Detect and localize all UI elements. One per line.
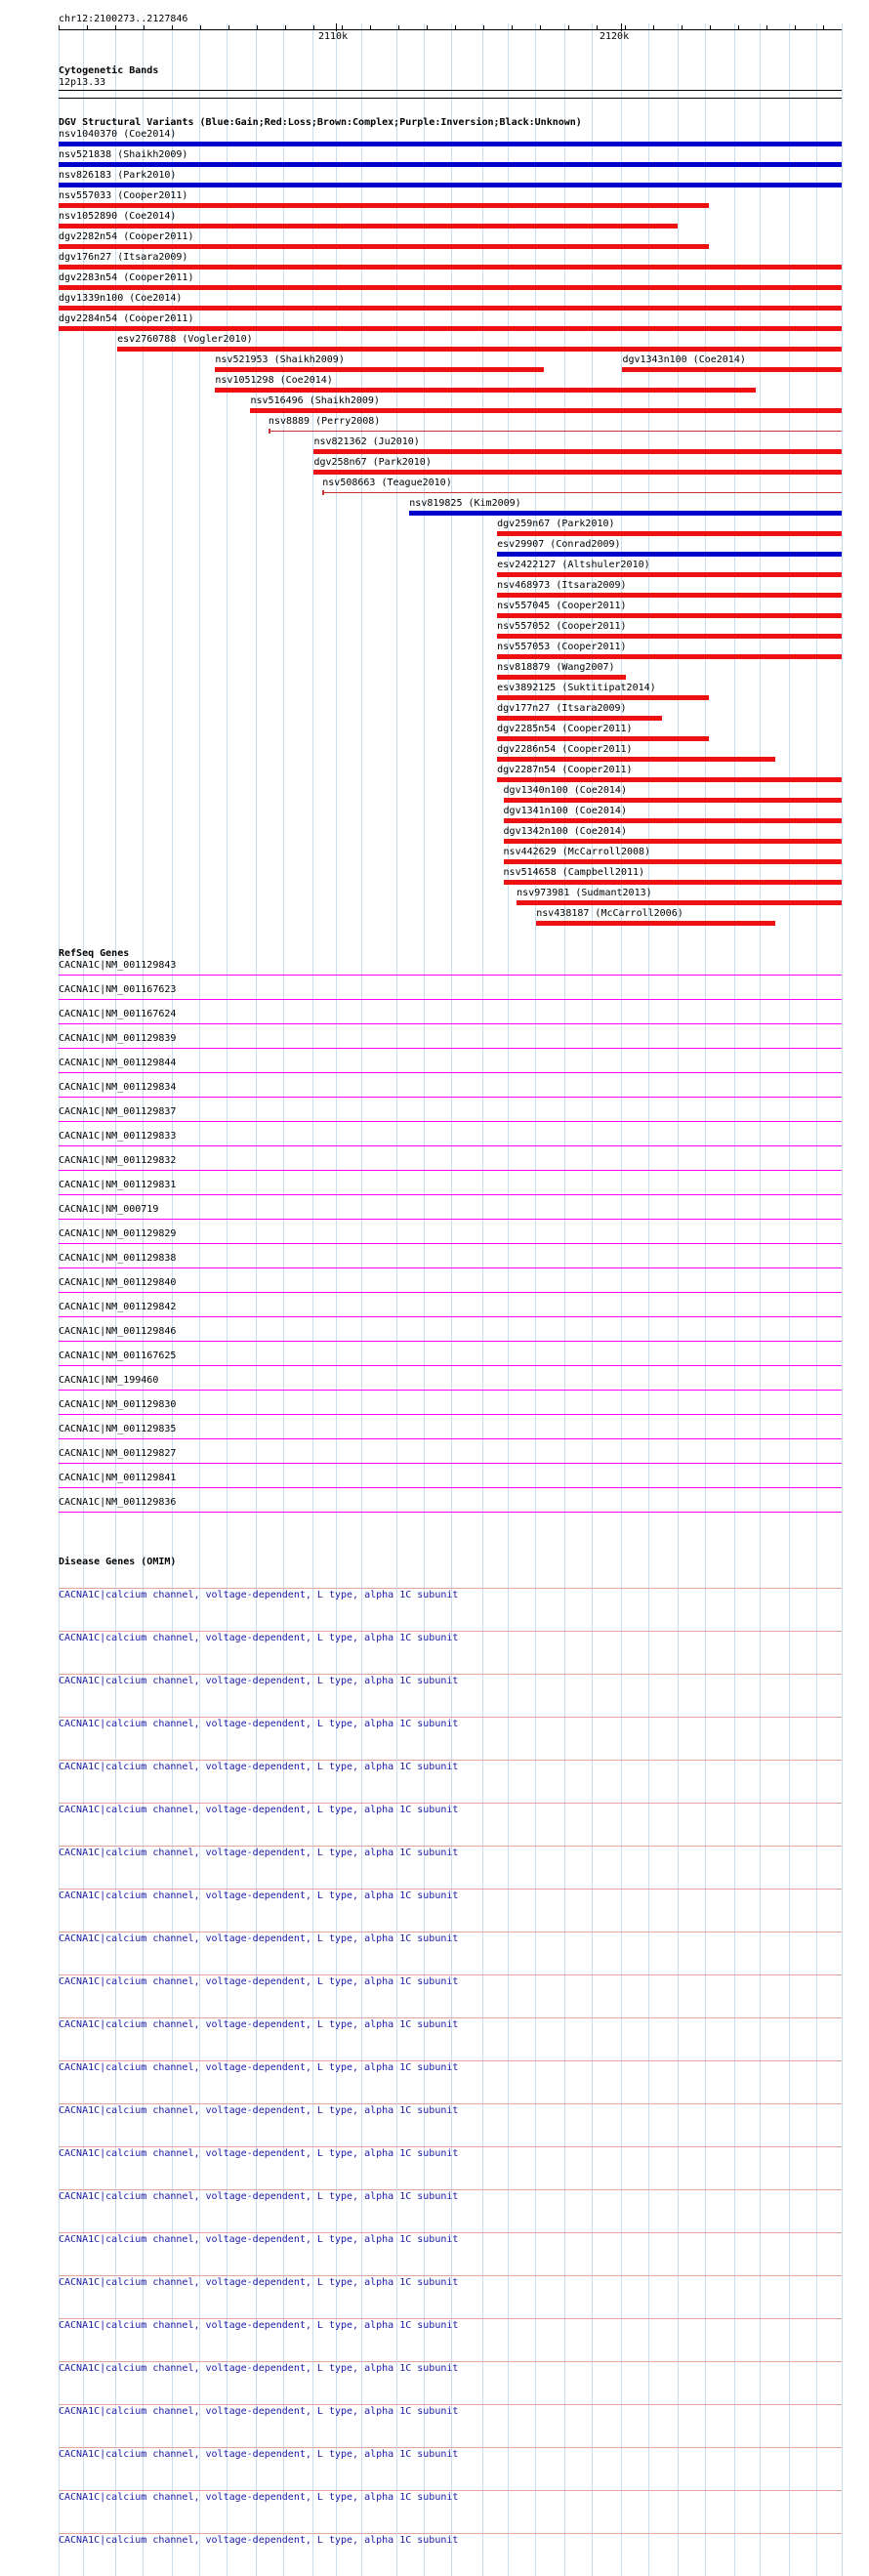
dgv-variant-bar[interactable] [504, 839, 842, 844]
omim-gene-label[interactable]: CACNA1C|calcium channel, voltage-dependent, L type, alpha 1C subunit [59, 2320, 459, 2331]
refseq-gene-label[interactable]: CACNA1C|NM_001129838 [59, 1253, 177, 1264]
omim-gene-line[interactable] [59, 1846, 842, 1847]
dgv-variant-bar[interactable] [504, 880, 842, 885]
omim-gene-label[interactable]: CACNA1C|calcium channel, voltage-dependent, L type, alpha 1C subunit [59, 2234, 459, 2245]
omim-gene-line[interactable] [59, 2060, 842, 2061]
omim-gene-label[interactable]: CACNA1C|calcium channel, voltage-dependent, L type, alpha 1C subunit [59, 1762, 459, 1772]
refseq-gene-line[interactable] [59, 1414, 842, 1415]
grid-line [816, 23, 817, 2576]
dgv-variant-bar[interactable] [497, 552, 842, 557]
refseq-gene-label[interactable]: CACNA1C|NM_001129829 [59, 1228, 177, 1239]
dgv-variant-bar[interactable] [59, 306, 842, 311]
dgv-variant-label[interactable]: nsv438187 (McCarroll2006) [536, 908, 683, 919]
ruler-tick [483, 25, 484, 30]
refseq-gene-line[interactable] [59, 1170, 842, 1171]
grid-line [760, 23, 761, 2576]
dgv-variant-label[interactable]: esv2760788 (Vogler2010) [117, 334, 253, 345]
dgv-variant-bar[interactable] [504, 798, 842, 803]
refseq-gene-line[interactable] [59, 1121, 842, 1122]
dgv-variant-label[interactable]: esv29907 (Conrad2009) [497, 539, 621, 550]
grid-line [705, 23, 706, 2576]
dgv-variant-bar[interactable] [59, 183, 842, 187]
omim-gene-label[interactable]: CACNA1C|calcium channel, voltage-dependent, L type, alpha 1C subunit [59, 2449, 459, 2460]
refseq-gene-label[interactable]: CACNA1C|NM_001129832 [59, 1155, 177, 1166]
refseq-gene-label[interactable]: CACNA1C|NM_199460 [59, 1375, 159, 1386]
ruler-tick [257, 25, 258, 30]
dgv-variant-bar[interactable] [59, 285, 842, 290]
dgv-variant-label[interactable]: nsv516496 (Shaikh2009) [250, 395, 380, 406]
dgv-variant-bar[interactable] [250, 408, 842, 413]
ruler-tick [172, 25, 173, 30]
ruler-tick [144, 25, 145, 30]
omim-gene-line[interactable] [59, 2232, 842, 2233]
grid-line [621, 23, 622, 2576]
refseq-gene-label[interactable]: CACNA1C|NM_001129827 [59, 1448, 177, 1459]
omim-gene-line[interactable] [59, 2361, 842, 2362]
refseq-gene-line[interactable] [59, 1072, 842, 1073]
refseq-gene-label[interactable]: CACNA1C|NM_001129834 [59, 1082, 177, 1093]
refseq-gene-line[interactable] [59, 975, 842, 976]
cytogenetic-band-line-bottom [59, 98, 842, 99]
ruler-tick [682, 25, 683, 30]
refseq-gene-line[interactable] [59, 1390, 842, 1391]
dgv-variant-label[interactable]: nsv1051298 (Coe2014) [215, 375, 333, 386]
refseq-gene-line[interactable] [59, 1048, 842, 1049]
refseq-gene-label[interactable]: CACNA1C|NM_001129840 [59, 1277, 177, 1288]
refseq-gene-label[interactable]: CACNA1C|NM_001167623 [59, 984, 177, 995]
ruler-tick [455, 25, 456, 30]
ruler-tick [228, 25, 229, 30]
dgv-variant-bar[interactable] [59, 224, 678, 229]
dgv-variant-bar[interactable] [59, 203, 709, 208]
refseq-gene-line[interactable] [59, 1023, 842, 1024]
dgv-variant-bar[interactable] [59, 142, 842, 146]
refseq-gene-line[interactable] [59, 1463, 842, 1464]
refseq-gene-line[interactable] [59, 1292, 842, 1293]
dgv-variant-bar[interactable] [409, 511, 842, 516]
dgv-variant-bar[interactable] [215, 367, 544, 372]
grid-line [842, 23, 843, 2576]
dgv-variant-label[interactable]: nsv557045 (Cooper2011) [497, 601, 627, 611]
omim-gene-line[interactable] [59, 1717, 842, 1718]
ruler-tick-label-2120k: 2120k [600, 31, 630, 42]
dgv-variant-bar[interactable] [536, 921, 775, 926]
refseq-gene-line[interactable] [59, 1194, 842, 1195]
dgv-variant-label[interactable]: nsv521838 (Shaikh2009) [59, 149, 188, 160]
omim-gene-label[interactable]: CACNA1C|calcium channel, voltage-dependent, L type, alpha 1C subunit [59, 2277, 459, 2288]
omim-gene-line[interactable] [59, 1631, 842, 1632]
dgv-variant-label[interactable]: nsv826183 (Park2010) [59, 170, 177, 181]
cytogenetic-band-line-top [59, 90, 842, 91]
dgv-variant-label[interactable]: nsv557052 (Cooper2011) [497, 621, 627, 632]
dgv-variant-label[interactable]: nsv821362 (Ju2010) [313, 436, 420, 447]
ruler-tick [313, 25, 314, 30]
ruler-tick [285, 25, 286, 30]
refseq-gene-label[interactable]: CACNA1C|NM_001129830 [59, 1399, 177, 1410]
dgv-variant-bar[interactable] [497, 675, 626, 680]
dgv-variant-bar[interactable] [504, 818, 842, 823]
dgv-variant-bar[interactable] [497, 572, 842, 577]
refseq-gene-line[interactable] [59, 1267, 842, 1268]
grid-line [592, 23, 593, 2576]
dgv-variant-bar[interactable] [59, 326, 842, 331]
dgv-variant-label[interactable]: nsv521953 (Shaikh2009) [215, 354, 345, 365]
dgv-variant-label[interactable]: dgv2287n54 (Cooper2011) [497, 765, 633, 775]
grid-line [508, 23, 509, 2576]
omim-gene-line[interactable] [59, 2189, 842, 2190]
refseq-gene-label[interactable]: CACNA1C|NM_001129831 [59, 1180, 177, 1190]
dgv-variant-label[interactable]: dgv1340n100 (Coe2014) [503, 785, 627, 796]
dgv-variant-label[interactable]: dgv1339n100 (Coe2014) [59, 293, 183, 304]
refseq-gene-label[interactable]: CACNA1C|NM_001129836 [59, 1497, 177, 1508]
ruler-tick [115, 25, 116, 30]
omim-gene-label[interactable]: CACNA1C|calcium channel, voltage-dependent, L type, alpha 1C subunit [59, 1976, 459, 1987]
dgv-variant-label[interactable]: nsv557033 (Cooper2011) [59, 190, 188, 201]
omim-title: Disease Genes (OMIM) [59, 1557, 177, 1567]
dgv-variant-label[interactable]: esv2422127 (Altshuler2010) [497, 560, 650, 570]
omim-gene-line[interactable] [59, 2490, 842, 2491]
refseq-gene-label[interactable]: CACNA1C|NM_001129833 [59, 1131, 177, 1142]
refseq-gene-line[interactable] [59, 1219, 842, 1220]
refseq-gene-label[interactable]: CACNA1C|NM_001129837 [59, 1106, 177, 1117]
ruler-tick [738, 25, 739, 30]
omim-gene-label[interactable]: CACNA1C|calcium channel, voltage-dependent, L type, alpha 1C subunit [59, 2535, 459, 2546]
dgv-variant-label[interactable]: dgv2282n54 (Cooper2011) [59, 231, 194, 242]
dgv-variant-label[interactable]: nsv514658 (Campbell2011) [503, 867, 645, 878]
refseq-gene-line[interactable] [59, 1145, 842, 1146]
omim-gene-label[interactable]: CACNA1C|calcium channel, voltage-dependent, L type, alpha 1C subunit [59, 1890, 459, 1901]
omim-gene-line[interactable] [59, 2103, 842, 2104]
refseq-gene-line[interactable] [59, 1365, 842, 1366]
ruler-tick [625, 25, 626, 30]
omim-gene-line[interactable] [59, 2404, 842, 2405]
omim-gene-label[interactable]: CACNA1C|calcium channel, voltage-dependent, L type, alpha 1C subunit [59, 2492, 459, 2503]
dgv-variant-label[interactable]: dgv2286n54 (Cooper2011) [497, 744, 633, 755]
dgv-variant-label[interactable]: nsv508663 (Teague2010) [322, 478, 452, 488]
dgv-variant-bar[interactable] [497, 777, 842, 782]
cytogenetic-band-label: 12p13.33 [59, 77, 106, 88]
dgv-variant-label[interactable]: nsv1040370 (Coe2014) [59, 129, 177, 140]
dgv-variant-bar[interactable] [497, 593, 842, 598]
refseq-gene-line[interactable] [59, 999, 842, 1000]
dgv-variant-label[interactable]: nsv973981 (Sudmant2013) [517, 888, 652, 898]
dgv-variant-label[interactable]: nsv819825 (Kim2009) [409, 498, 521, 509]
dgv-variant-bar[interactable] [59, 265, 842, 270]
refseq-gene-label[interactable]: CACNA1C|NM_001167624 [59, 1009, 177, 1019]
ruler-tick [540, 25, 541, 30]
dgv-variant-bar[interactable] [269, 431, 842, 432]
dgv-variant-label[interactable]: dgv177n27 (Itsara2009) [497, 703, 627, 714]
omim-gene-label[interactable]: CACNA1C|calcium channel, voltage-dependent, L type, alpha 1C subunit [59, 2191, 459, 2202]
refseq-gene-line[interactable] [59, 1097, 842, 1098]
omim-gene-label[interactable]: CACNA1C|calcium channel, voltage-dependent, L type, alpha 1C subunit [59, 1719, 459, 1729]
omim-gene-line[interactable] [59, 2275, 842, 2276]
grid-line [789, 23, 790, 2576]
refseq-gene-line[interactable] [59, 1243, 842, 1244]
ruler-tick [87, 25, 88, 30]
omim-gene-line[interactable] [59, 2447, 842, 2448]
dgv-variant-label[interactable]: nsv442629 (McCarroll2008) [503, 847, 651, 857]
dgv-variant-label[interactable]: dgv259n67 (Park2010) [497, 519, 615, 529]
ruler-tick [512, 25, 513, 30]
dgv-variant-label[interactable]: dgv1342n100 (Coe2014) [503, 826, 627, 837]
dgv-variant-bar[interactable] [322, 492, 842, 493]
dgv-title: DGV Structural Variants (Blue:Gain;Red:Loss;Brown:Complex;Purple:Inversion;Black:Unknown) [59, 117, 582, 128]
dgv-variant-label[interactable]: nsv818879 (Wang2007) [497, 662, 615, 673]
dgv-variant-label[interactable]: nsv468973 (Itsara2009) [497, 580, 627, 591]
dgv-variant-label[interactable]: dgv1343n100 (Coe2014) [622, 354, 746, 365]
dgv-variant-label[interactable]: dgv1341n100 (Coe2014) [503, 806, 627, 816]
dgv-variant-bar[interactable] [497, 716, 661, 721]
dgv-variant-bar[interactable] [497, 736, 709, 741]
dgv-variant-bar[interactable] [497, 654, 842, 659]
omim-gene-line[interactable] [59, 2146, 842, 2147]
dgv-variant-label[interactable]: dgv258n67 (Park2010) [313, 457, 432, 468]
omim-gene-label[interactable]: CACNA1C|calcium channel, voltage-dependent, L type, alpha 1C subunit [59, 2105, 459, 2116]
ruler-tick [823, 25, 824, 30]
omim-gene-label[interactable]: CACNA1C|calcium channel, voltage-dependent, L type, alpha 1C subunit [59, 1805, 459, 1815]
omim-gene-line[interactable] [59, 1674, 842, 1675]
refseq-gene-label[interactable]: CACNA1C|NM_001129841 [59, 1473, 177, 1483]
omim-gene-label[interactable]: CACNA1C|calcium channel, voltage-dependent, L type, alpha 1C subunit [59, 1676, 459, 1686]
ruler-tick [427, 25, 428, 30]
refseq-gene-line[interactable] [59, 1438, 842, 1439]
omim-gene-label[interactable]: CACNA1C|calcium channel, voltage-dependent, L type, alpha 1C subunit [59, 2406, 459, 2417]
refseq-gene-line[interactable] [59, 1341, 842, 1342]
position-label: chr12:2100273..2127846 [59, 14, 188, 24]
dgv-variant-label[interactable]: dgv176n27 (Itsara2009) [59, 252, 188, 263]
ruler-major-tick [621, 23, 622, 31]
omim-gene-label[interactable]: CACNA1C|calcium channel, voltage-dependent, L type, alpha 1C subunit [59, 1590, 459, 1600]
dgv-variant-label[interactable]: esv3892125 (Suktitipat2014) [497, 683, 656, 693]
dgv-variant-bar[interactable] [517, 900, 842, 905]
ruler-tick [342, 25, 343, 30]
grid-line [535, 23, 536, 2576]
omim-gene-label[interactable]: CACNA1C|calcium channel, voltage-dependent, L type, alpha 1C subunit [59, 1848, 459, 1858]
omim-gene-line[interactable] [59, 1803, 842, 1804]
refseq-gene-line[interactable] [59, 1487, 842, 1488]
dgv-variant-bar[interactable] [497, 757, 775, 762]
grid-line [482, 23, 483, 2576]
ruler-tick [766, 25, 767, 30]
omim-gene-label[interactable]: CACNA1C|calcium channel, voltage-dependent, L type, alpha 1C subunit [59, 1633, 459, 1643]
refseq-gene-line[interactable] [59, 1512, 842, 1513]
dgv-variant-bar[interactable] [59, 162, 842, 167]
omim-gene-line[interactable] [59, 1588, 842, 1589]
grid-line [678, 23, 679, 2576]
ruler-tick [370, 25, 371, 30]
dgv-variant-label[interactable]: dgv2283n54 (Cooper2011) [59, 272, 194, 283]
ruler-tick-label-2110k: 2110k [318, 31, 349, 42]
ruler-tick [568, 25, 569, 30]
grid-line [564, 23, 565, 2576]
ruler-tick [710, 25, 711, 30]
omim-gene-line[interactable] [59, 2533, 842, 2534]
omim-gene-label[interactable]: CACNA1C|calcium channel, voltage-dependent, L type, alpha 1C subunit [59, 2363, 459, 2374]
dgv-variant-bar[interactable] [622, 367, 842, 372]
omim-gene-line[interactable] [59, 2017, 842, 2018]
ruler-tick [59, 25, 60, 30]
refseq-gene-label[interactable]: CACNA1C|NM_001129843 [59, 960, 177, 971]
dgv-variant-label[interactable]: dgv2285n54 (Cooper2011) [497, 724, 633, 734]
omim-gene-line[interactable] [59, 1889, 842, 1890]
ruler-major-tick [336, 23, 337, 31]
refseq-gene-line[interactable] [59, 1316, 842, 1317]
dgv-variant-bar[interactable] [313, 470, 842, 475]
ruler-tick [597, 25, 598, 30]
ruler-tick [653, 25, 654, 30]
ruler-tick [795, 25, 796, 30]
omim-gene-label[interactable]: CACNA1C|calcium channel, voltage-dependent, L type, alpha 1C subunit [59, 2019, 459, 2030]
dgv-variant-bar[interactable] [497, 531, 842, 536]
refseq-gene-label[interactable]: CACNA1C|NM_001129846 [59, 1326, 177, 1337]
omim-gene-line[interactable] [59, 2318, 842, 2319]
dgv-variant-label[interactable]: nsv1052890 (Coe2014) [59, 211, 177, 222]
omim-gene-label[interactable]: CACNA1C|calcium channel, voltage-dependent, L type, alpha 1C subunit [59, 2148, 459, 2159]
dgv-variant-bar[interactable] [497, 634, 842, 639]
refseq-gene-label[interactable]: CACNA1C|NM_001129844 [59, 1058, 177, 1068]
refseq-title: RefSeq Genes [59, 948, 130, 959]
refseq-gene-label[interactable]: CACNA1C|NM_000719 [59, 1204, 159, 1215]
refseq-gene-label[interactable]: CACNA1C|NM_001129839 [59, 1033, 177, 1044]
cytogenetic-title: Cytogenetic Bands [59, 65, 159, 76]
omim-gene-line[interactable] [59, 1974, 842, 1975]
dgv-variant-bar[interactable] [313, 449, 842, 454]
refseq-gene-label[interactable]: CACNA1C|NM_001129835 [59, 1424, 177, 1434]
grid-line [648, 23, 649, 2576]
refseq-gene-label[interactable]: CACNA1C|NM_001129842 [59, 1302, 177, 1312]
refseq-gene-label[interactable]: CACNA1C|NM_001167625 [59, 1350, 177, 1361]
omim-gene-label[interactable]: CACNA1C|calcium channel, voltage-dependent, L type, alpha 1C subunit [59, 2062, 459, 2073]
dgv-variant-bar[interactable] [215, 388, 755, 393]
dgv-variant-label[interactable]: dgv2284n54 (Cooper2011) [59, 313, 194, 324]
dgv-variant-bar[interactable] [117, 347, 842, 352]
dgv-variant-label[interactable]: nsv8889 (Perry2008) [268, 416, 381, 427]
ruler-tick [398, 25, 399, 30]
dgv-variant-label[interactable]: nsv557053 (Cooper2011) [497, 642, 627, 652]
dgv-variant-bar[interactable] [59, 244, 709, 249]
dgv-variant-bar[interactable] [504, 859, 842, 864]
dgv-variant-bar[interactable] [497, 695, 709, 700]
ruler-tick [200, 25, 201, 30]
grid-line [734, 23, 735, 2576]
dgv-variant-bar[interactable] [497, 613, 842, 618]
omim-gene-label[interactable]: CACNA1C|calcium channel, voltage-dependent, L type, alpha 1C subunit [59, 1933, 459, 1944]
ruler-line [59, 29, 842, 30]
omim-gene-line[interactable] [59, 1760, 842, 1761]
